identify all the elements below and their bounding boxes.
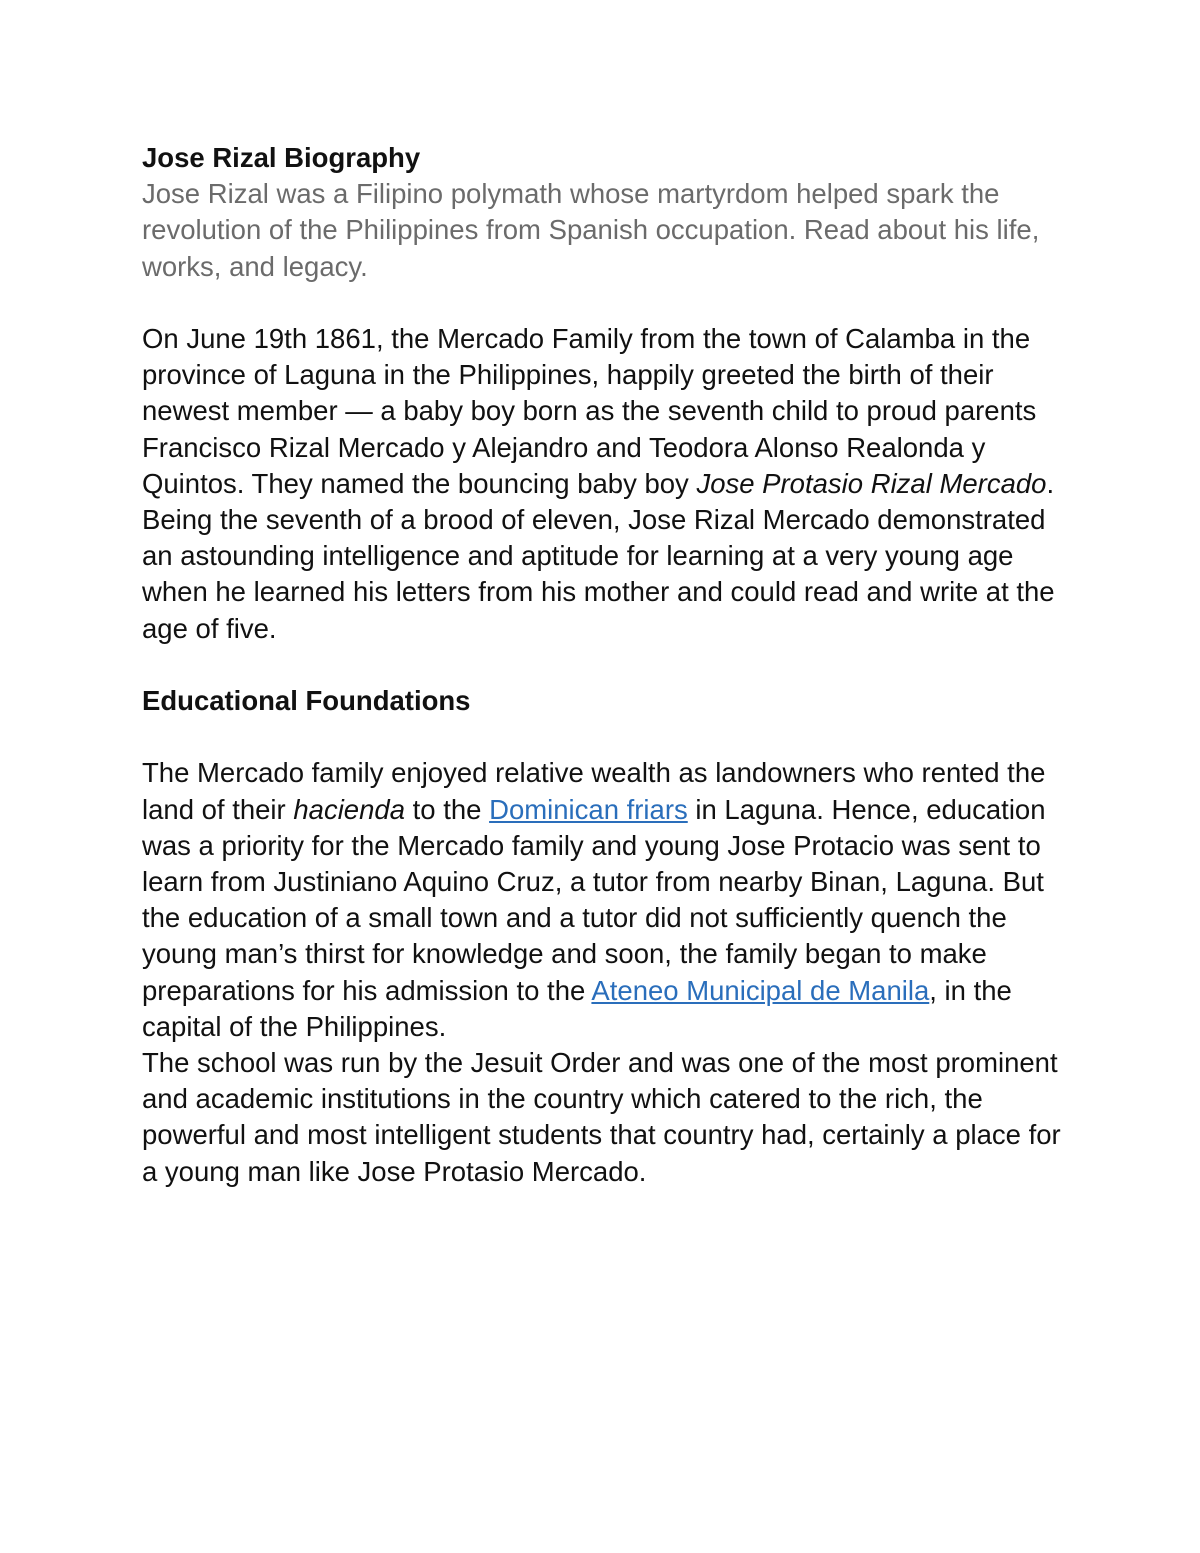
birth-paragraph-text: On June 19th 1861, the Mercado Family from the town of Calamba in the province of Laguna in the Philippines, happily greeted the birth of their newest member — a baby boy born as the seventh child to proud parents Francisco Rizal Mercado y Alejandro and Teodora Alonso Realonda y Quintos. They named the bouncing baby boy — [142, 323, 1037, 499]
ateneo-municipal-link[interactable]: Ateneo Municipal de Manila — [591, 974, 930, 1006]
document-page — [142, 140, 1072, 1190]
full-name-italic: Jose Protasio Rizal Mercado — [696, 467, 1047, 499]
dominican-friars-link[interactable]: Dominican friars — [489, 793, 688, 825]
document-subtitle: Jose Rizal was a Filipino polymath whose martyrdom helped spark the revolution of the Philippines from Spanish occupation. Read about his life, works, and legacy. — [142, 178, 1040, 282]
seventh-child-paragraph: Being the seventh of a brood of eleven, Jose Rizal Mercado demonstrated an astounding intelligence and aptitude for learning at a very young age when he learned his letters from his mother and could read and write at the age of five. — [142, 504, 1055, 644]
document-title: Jose Rizal Biography — [142, 142, 421, 173]
spacer — [142, 647, 1072, 683]
spacer — [142, 285, 1072, 321]
school-paragraph: The school was run by the Jesuit Order and was one of the most prominent and academic institutions in the country which catered to the rich, the powerful and most intelligent students that country had, certainly a place for a young man like Jose Protasio Mercado. — [142, 1047, 1061, 1187]
education-paragraph — [142, 755, 1072, 1045]
birth-paragraph-end: . — [1046, 467, 1055, 499]
section-heading: Educational Foundations — [142, 685, 471, 717]
education-text-4: , in the capital of the Philippines. — [142, 974, 1012, 1042]
education-text-3: in Laguna. Hence, education was a priority for the Mercado family and young Jose Protacio was sent to learn from Justiniano Aquino Cruz, a tutor from nearby Binan, Laguna. But the education of a small town and a tutor did not sufficiently quench the young man’s thirst for knowledge and soon, the family began to make preparations for his admission to the — [142, 793, 1046, 1006]
spacer — [142, 719, 1072, 755]
hacienda-italic: hacienda — [293, 793, 405, 825]
education-text-1: The Mercado family enjoyed relative wealth as landowners who rented the land of their — [142, 757, 1046, 825]
birth-paragraph — [142, 321, 1072, 502]
education-text-2: to the — [404, 793, 490, 825]
